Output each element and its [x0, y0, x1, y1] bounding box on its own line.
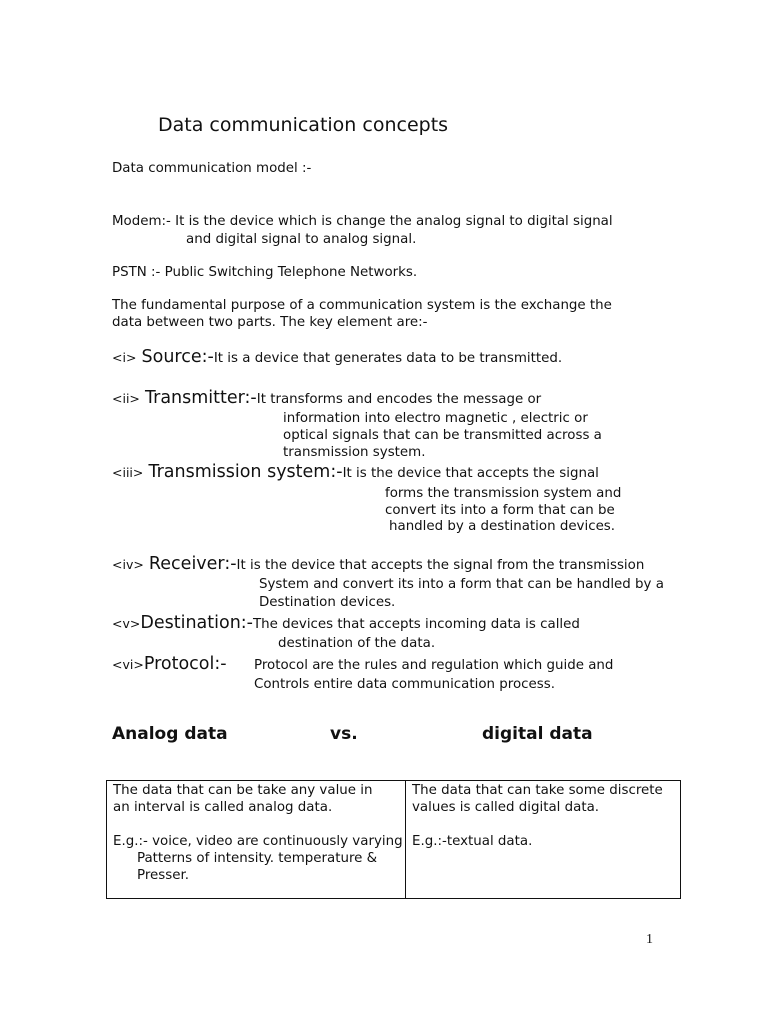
element-number: <i>: [112, 350, 137, 365]
analog-def-line: an interval is called analog data.: [113, 800, 333, 815]
element-desc-line: convert its into a form that can be: [385, 503, 615, 518]
element-desc-line: information into electro magnetic , electric or: [283, 411, 588, 426]
element-desc-line: transmission system.: [283, 445, 426, 460]
element-number: <iv>: [112, 557, 144, 572]
analog-example-line: Presser.: [137, 868, 190, 883]
element-desc-line: It is the device that accepts the signal from the transmission: [236, 558, 645, 573]
comparison-table: [106, 780, 681, 899]
model-heading: Data communication model :-: [112, 161, 312, 176]
element-term: Destination:-: [140, 613, 253, 633]
element-desc-line: optical signals that can be transmitted across a: [283, 428, 602, 443]
digital-def-line: The data that can take some discrete: [412, 783, 663, 798]
element-term: Protocol:-: [143, 654, 227, 674]
pstn-definition: PSTN :- Public Switching Telephone Networks.: [112, 265, 418, 280]
element-number: <vi>: [112, 657, 144, 672]
purpose-line-1: The fundamental purpose of a communication system is the exchange the: [112, 298, 612, 313]
element-term: Transmission system:-: [148, 462, 343, 482]
digital-cell: [406, 781, 681, 899]
element-receiver: [112, 554, 644, 574]
element-desc-line: Controls entire data communication process.: [254, 677, 555, 692]
modem-line-2: and digital signal to analog signal.: [186, 232, 417, 247]
digital-def-line: values is called digital data.: [412, 800, 600, 815]
page-title: Data communication concepts: [158, 114, 449, 136]
digital-example-line: E.g.:-textual data.: [412, 834, 533, 849]
page-number: 1: [646, 932, 653, 947]
element-desc-line: handled by a destination devices.: [389, 519, 616, 534]
purpose-line-2: data between two parts. The key element are:-: [112, 315, 428, 330]
element-term: Transmitter:-: [145, 388, 257, 408]
element-number: <v>: [112, 616, 141, 631]
analog-example-line: E.g.:- voice, video are continuously varying: [113, 834, 403, 849]
element-number: <ii>: [112, 391, 140, 406]
analog-def-line: The data that can be take any value in: [113, 783, 373, 798]
element-term: Receiver:-: [148, 554, 237, 574]
element-term: Source:-: [141, 347, 214, 367]
element-desc-line: forms the transmission system and: [385, 486, 622, 501]
analog-cell: [107, 781, 406, 899]
element-desc-line: The devices that accepts incoming data is called: [253, 617, 580, 632]
element-desc-line: Protocol are the rules and regulation which guide and: [254, 658, 614, 673]
element-desc-line: Destination devices.: [259, 595, 396, 610]
element-destination: [112, 613, 580, 633]
analog-heading: Analog data: [112, 724, 228, 744]
digital-heading: digital data: [482, 724, 593, 744]
element-desc-line: destination of the data.: [278, 636, 436, 651]
element-desc-line: It transforms and encodes the message or: [256, 392, 542, 407]
element-desc-line: It is the device that accepts the signal: [342, 466, 599, 481]
element-transmission-system: [112, 462, 599, 482]
element-transmitter: [112, 388, 541, 408]
element-protocol: [112, 654, 227, 674]
element-number: <iii>: [112, 465, 144, 480]
element-desc-line: It is a device that generates data to be transmitted.: [213, 351, 563, 366]
analog-example-line: Patterns of intensity. temperature &: [137, 851, 378, 866]
modem-line-1: Modem:- It is the device which is change the analog signal to digital signal: [112, 214, 613, 229]
vs-heading: vs.: [330, 724, 358, 744]
element-desc-line: System and convert its into a form that can be handled by a: [259, 577, 664, 592]
element-source: [112, 347, 562, 367]
